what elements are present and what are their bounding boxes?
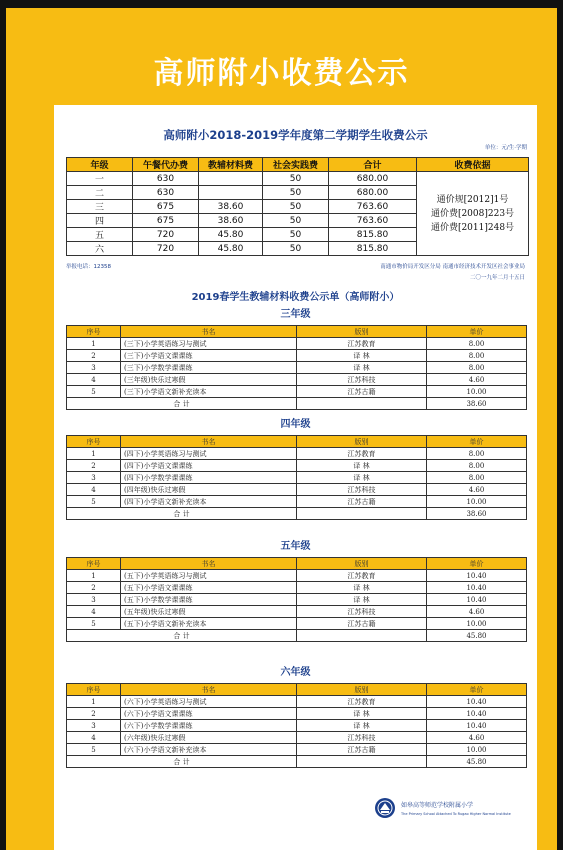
fee-basis-line: 通价费[2008]223号 [430,208,515,219]
fee-cell: 630 [133,172,199,186]
book-cell: (四下)小学英语练习与测试 [121,448,297,460]
book-header-cell: 单价 [427,436,527,448]
notice-sheet [54,105,537,850]
book-row [67,594,527,606]
book-cell: 10.40 [427,594,527,606]
fee-cell: 50 [263,242,329,256]
fee-cell: 50 [263,228,329,242]
book-cell: (六下)小学语文课课练 [121,708,297,720]
book-total-empty [297,508,427,520]
book-row [67,606,527,618]
book-table [66,325,527,410]
fee-cell: 815.80 [329,242,417,256]
book-cell: 10.00 [427,496,527,508]
fee-cell: 38.60 [199,214,263,228]
book-row [67,460,527,472]
book-cell: (三下)小学英语练习与测试 [121,338,297,350]
book-total-row [67,508,527,520]
book-total-value: 45.80 [427,630,527,642]
fee-cell [199,172,263,186]
book-header-cell: 序号 [67,326,121,338]
book-cell: 江苏科技 [297,374,427,386]
book-cell: 8.00 [427,338,527,350]
book-cell: 2 [67,708,121,720]
fee-cell: 675 [133,214,199,228]
book-row [67,386,527,398]
fee-cell: 675 [133,200,199,214]
book-cell: 江苏古籍 [297,618,427,630]
book-cell: 4.60 [427,606,527,618]
book-row [67,496,527,508]
book-row [67,720,527,732]
book-total-value: 45.80 [427,756,527,768]
book-header-cell: 书名 [121,436,297,448]
book-cell: 5 [67,386,121,398]
book-cell: 4 [67,606,121,618]
book-row [67,362,527,374]
book-cell: (四下)小学语文新补充读本 [121,496,297,508]
book-cell: 江苏科技 [297,606,427,618]
book-cell: 2 [67,460,121,472]
book-cell: (五下)小学语文新补充读本 [121,618,297,630]
notice-date: 二〇一九年二月十五日 [469,275,525,281]
school-crest-icon [374,797,396,819]
book-cell: 江苏科技 [297,484,427,496]
book-cell: (四年级)快乐过寒假 [121,484,297,496]
book-cell: (四下)小学语文课课练 [121,460,297,472]
book-cell: 江苏古籍 [297,744,427,756]
book-cell: 4 [67,484,121,496]
book-cell: (六下)小学英语练习与测试 [121,696,297,708]
book-cell: 江苏古籍 [297,386,427,398]
poster [6,8,557,850]
book-header-cell: 书名 [121,558,297,570]
book-header-cell: 版别 [297,436,427,448]
book-total-empty [297,756,427,768]
book-table [66,557,527,642]
book-row [67,732,527,744]
book-cell: 10.40 [427,582,527,594]
book-cell: 3 [67,362,121,374]
grade-title: 五年级 [280,541,311,552]
book-row [67,374,527,386]
book-cell: 译 林 [297,582,427,594]
book-cell: 10.00 [427,744,527,756]
book-cell: 5 [67,496,121,508]
book-cell: 4 [67,732,121,744]
fee-cell: 50 [263,186,329,200]
book-cell: 4.60 [427,732,527,744]
book-header-row [67,684,527,696]
book-cell: (六年级)快乐过寒假 [121,732,297,744]
book-header-row [67,436,527,448]
book-cell: 3 [67,472,121,484]
book-cell: 8.00 [427,448,527,460]
authorities: 南通市物价局开发区分局 南通市经济技术开发区社会事业局 [380,264,525,270]
fee-cell: 六 [67,242,133,256]
book-cell: (五下)小学数学课课练 [121,594,297,606]
book-cell: 5 [67,744,121,756]
book-header-cell: 版别 [297,558,427,570]
book-cell: 8.00 [427,350,527,362]
book-cell: 译 林 [297,472,427,484]
fee-row [67,172,529,186]
fee-cell: 50 [263,200,329,214]
book-total-empty [297,630,427,642]
book-cell: 译 林 [297,350,427,362]
book-cell: 译 林 [297,460,427,472]
book-total-row [67,398,527,410]
fee-cell: 815.80 [329,228,417,242]
book-header-row [67,326,527,338]
fee-basis-line: 通价规[2012]1号 [436,194,509,205]
book-cell: (六下)小学语文新补充读本 [121,744,297,756]
book-row [67,744,527,756]
fee-cell: 一 [67,172,133,186]
book-header-row [67,558,527,570]
book-cell: (五下)小学英语练习与测试 [121,570,297,582]
fee-header-cell: 午餐代办费 [133,158,199,172]
book-cell: 1 [67,338,121,350]
book-cell: 8.00 [427,472,527,484]
book-cell: 5 [67,618,121,630]
book-cell: (五下)小学语文课课练 [121,582,297,594]
fee-header-cell: 年级 [67,158,133,172]
fee-cell: 50 [263,214,329,228]
fee-cell: 630 [133,186,199,200]
book-row [67,708,527,720]
fee-cell [199,186,263,200]
book-cell: (三下)小学数学课课练 [121,362,297,374]
book-row [67,582,527,594]
book-cell: 10.40 [427,720,527,732]
book-cell: 江苏教育 [297,696,427,708]
book-header-cell: 单价 [427,684,527,696]
book-cell: (三年级)快乐过寒假 [121,374,297,386]
school-logo [374,797,511,819]
fee-basis-cell [417,172,529,256]
book-cell: 江苏教育 [297,570,427,582]
fee-table [66,157,529,256]
hotline: 举报电话：12358 [66,264,111,270]
book-cell: 江苏古籍 [297,496,427,508]
book-header-cell: 书名 [121,684,297,696]
book-cell: (六下)小学数学课课练 [121,720,297,732]
book-cell: 1 [67,448,121,460]
book-row [67,338,527,350]
fee-cell: 二 [67,186,133,200]
book-cell: 译 林 [297,708,427,720]
book-row [67,484,527,496]
book-row [67,448,527,460]
book-cell: 10.40 [427,570,527,582]
book-cell: 10.40 [427,708,527,720]
fee-cell: 680.00 [329,186,417,200]
book-cell: 译 林 [297,594,427,606]
grade-title: 三年级 [280,309,311,320]
fee-header-cell: 合计 [329,158,417,172]
fee-basis-line: 通价费[2011]248号 [430,222,515,233]
book-cell: 江苏科技 [297,732,427,744]
book-header-cell: 版别 [297,684,427,696]
book-cell: 1 [67,570,121,582]
fee-header-cell: 社会实践费 [263,158,329,172]
fee-cell: 五 [67,228,133,242]
book-cell: 译 林 [297,362,427,374]
poster-title: 高师附小收费公示 [153,56,410,91]
book-total-row [67,756,527,768]
book-total-row [67,630,527,642]
grade-title: 四年级 [280,419,311,430]
book-cell: 江苏教育 [297,448,427,460]
book-header-cell: 书名 [121,326,297,338]
book-cell: 3 [67,720,121,732]
book-cell: 3 [67,594,121,606]
fee-cell: 38.60 [199,200,263,214]
fee-table-title: 高师附小2018-2019学年度第二学期学生收费公示 [163,128,428,142]
book-cell: 10.00 [427,618,527,630]
fee-cell: 720 [133,242,199,256]
book-cell: 10.00 [427,386,527,398]
book-cell: 8.00 [427,460,527,472]
fee-cell: 680.00 [329,172,417,186]
book-header-cell: 序号 [67,684,121,696]
book-cell: 4.60 [427,484,527,496]
book-total-value: 38.60 [427,508,527,520]
book-cell: 2 [67,582,121,594]
book-cell: 1 [67,696,121,708]
fee-header-cell: 收费依据 [417,158,529,172]
book-table [66,435,527,520]
book-cell: (四下)小学数学课课练 [121,472,297,484]
fee-cell: 四 [67,214,133,228]
book-total-value: 38.60 [427,398,527,410]
book-header-cell: 序号 [67,436,121,448]
book-cell: 4.60 [427,374,527,386]
fee-header-row [67,158,529,172]
fee-cell: 45.80 [199,228,263,242]
book-total-label: 合 计 [67,630,297,642]
book-cell: (五年级)快乐过寒假 [121,606,297,618]
fee-header-cell: 教辅材料费 [199,158,263,172]
school-name-en: The Primary School Attached To Rugao Higher Normal Institute [401,812,511,816]
book-cell: 10.40 [427,696,527,708]
book-row [67,570,527,582]
school-name-cn: 如皋高等师范学校附属小学 [401,802,474,809]
book-header-cell: 单价 [427,558,527,570]
fee-cell: 720 [133,228,199,242]
fee-cell: 763.60 [329,214,417,228]
book-table [66,683,527,768]
book-total-label: 合 计 [67,398,297,410]
book-cell: 译 林 [297,720,427,732]
fee-cell: 763.60 [329,200,417,214]
book-cell: 8.00 [427,362,527,374]
book-cell: 江苏教育 [297,338,427,350]
book-header-cell: 版别 [297,326,427,338]
book-cell: 4 [67,374,121,386]
book-row [67,618,527,630]
book-header-cell: 单价 [427,326,527,338]
book-cell: 2 [67,350,121,362]
grade-title: 六年级 [280,667,311,678]
book-cell: (三下)小学语文新补充读本 [121,386,297,398]
book-row [67,472,527,484]
book-total-label: 合 计 [67,508,297,520]
fee-cell: 三 [67,200,133,214]
unit-note: 单位：元/生·学期 [484,145,527,151]
book-row [67,350,527,362]
book-header-cell: 序号 [67,558,121,570]
books-table-title: 2019春学生教辅材料收费公示单（高师附小） [191,292,400,303]
book-total-empty [297,398,427,410]
book-row [67,696,527,708]
fee-cell: 45.80 [199,242,263,256]
book-cell: (三下)小学语文课课练 [121,350,297,362]
fee-cell: 50 [263,172,329,186]
book-total-label: 合 计 [67,756,297,768]
